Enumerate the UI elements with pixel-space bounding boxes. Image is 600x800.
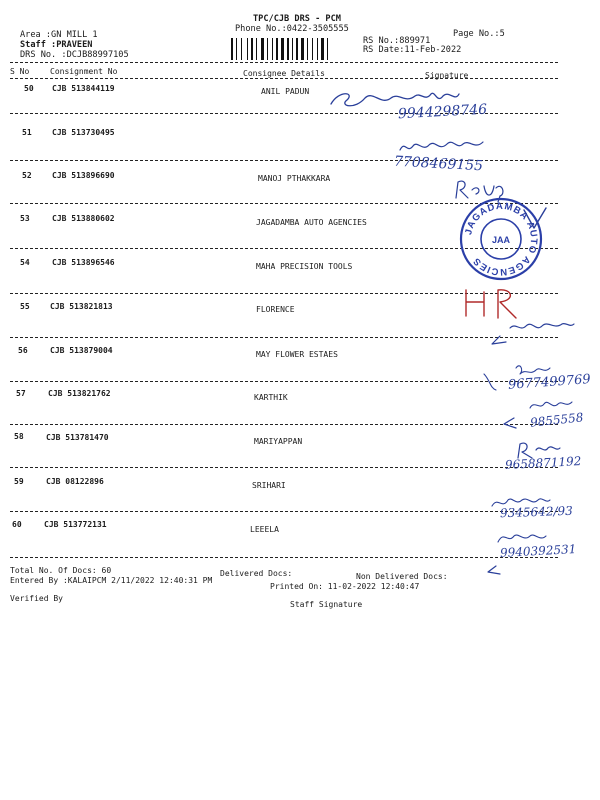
report-title: TPC/CJB DRS - PCM: [253, 14, 341, 24]
handwritten-phone: 9855558: [529, 410, 585, 430]
handwritten-phone: 9658871192: [504, 454, 582, 472]
row-sno: 59: [14, 477, 24, 486]
delivered-docs: Delivered Docs:: [220, 569, 293, 578]
handwritten-phone: 9944298746: [397, 101, 488, 123]
row-divider: [10, 511, 558, 512]
row-consignment: CJB 513880602: [52, 214, 115, 223]
row-sno: 60: [12, 520, 22, 529]
stamp-ring-text: JAGADAMBA AUTO AGENCIES: [463, 200, 540, 278]
row-consignee: SRIHARI: [252, 481, 286, 490]
handwritten-phone: 7708469155: [393, 153, 484, 175]
row-consignee: KARTHIK: [254, 393, 288, 402]
verified-by: Verified By: [10, 594, 63, 603]
row-consignment: CJB 513772131: [44, 520, 107, 529]
row-consignment: CJB 513821813: [50, 302, 113, 311]
row-divider: [10, 424, 558, 425]
row-consignee: MAHA PRECISION TOOLS: [256, 262, 353, 271]
staff-signature-label: Staff Signature: [290, 600, 363, 609]
rs-date: RS Date:11-Feb-2022: [363, 45, 462, 55]
stamp-center-text: JAA: [491, 235, 511, 245]
row-sno: 50: [24, 84, 34, 93]
row-sno: 56: [18, 346, 28, 355]
page-number: Page No.:5: [453, 29, 505, 39]
row-consignment: CJB 513730495: [52, 128, 115, 137]
handwritten-phone: 9345642/93: [499, 503, 573, 521]
area-label: Area :GN MILL 1: [20, 30, 98, 40]
row-sno: 58: [14, 432, 24, 441]
row-consignment: CJB 513844119: [52, 84, 115, 93]
row-consignee: LEEELA: [250, 525, 279, 534]
row-sno: 51: [22, 128, 32, 137]
row-divider: [10, 337, 558, 338]
row-sno: 55: [20, 302, 30, 311]
column-header-consignment: Consignment No: [50, 67, 118, 76]
row-consignee: MARIYAPPAN: [254, 437, 303, 446]
row-divider: [10, 467, 558, 468]
row-consignee: FLORENCE: [256, 305, 295, 314]
row-consignment: CJB 513879004: [50, 346, 113, 355]
drs-number: DRS No. :DCJB88997105: [20, 50, 129, 60]
row-sno: 54: [20, 258, 30, 267]
header-divider: [10, 62, 558, 63]
total-docs: Total No. Of Docs: 60: [10, 566, 112, 575]
row-consignment: CJB 08122896: [46, 477, 104, 486]
staff-label: Staff :PRAVEEN: [20, 40, 93, 50]
handwritten-signature: [490, 314, 575, 348]
row-consignment: CJB 513896546: [52, 258, 115, 267]
row-sno: 52: [22, 171, 32, 180]
handwritten-signature: [520, 206, 550, 232]
column-header-consignee: Consignee Details: [243, 69, 325, 78]
phone-number: Phone No.:0422-3505555: [235, 24, 349, 34]
non-delivered-docs: Non Delivered Docs:: [356, 572, 448, 581]
row-sno: 57: [16, 389, 26, 398]
handwritten-phone: 9677499769: [507, 372, 592, 393]
handwritten-phone: 9940392531: [499, 542, 577, 560]
row-divider: [10, 381, 558, 382]
column-header-sno: S No: [10, 67, 30, 76]
row-consignee: JAGADAMBA AUTO AGENCIES: [256, 218, 367, 227]
entered-by: Entered By :KALAIPCM 2/11/2022 12:40:31 PM: [10, 576, 213, 585]
row-divider: [10, 557, 558, 558]
row-consignee: MAY FLOWER ESTAES: [256, 350, 338, 359]
row-consignee: ANIL PADUN: [261, 87, 310, 96]
row-consignment: CJB 513781470: [46, 433, 109, 442]
column-header-divider: [10, 78, 558, 79]
column-header-signature: Signature: [425, 71, 469, 80]
row-consignment: CJB 513896690: [52, 171, 115, 180]
row-sno: 53: [20, 214, 30, 223]
rs-number: RS No.:889971: [363, 36, 431, 46]
printed-on: Printed On: 11-02-2022 12:40:47: [270, 582, 420, 591]
row-consignment: CJB 513821762: [48, 389, 111, 398]
barcode-image: [231, 38, 359, 60]
row-consignee: MANOJ PTHAKKARA: [258, 174, 331, 183]
